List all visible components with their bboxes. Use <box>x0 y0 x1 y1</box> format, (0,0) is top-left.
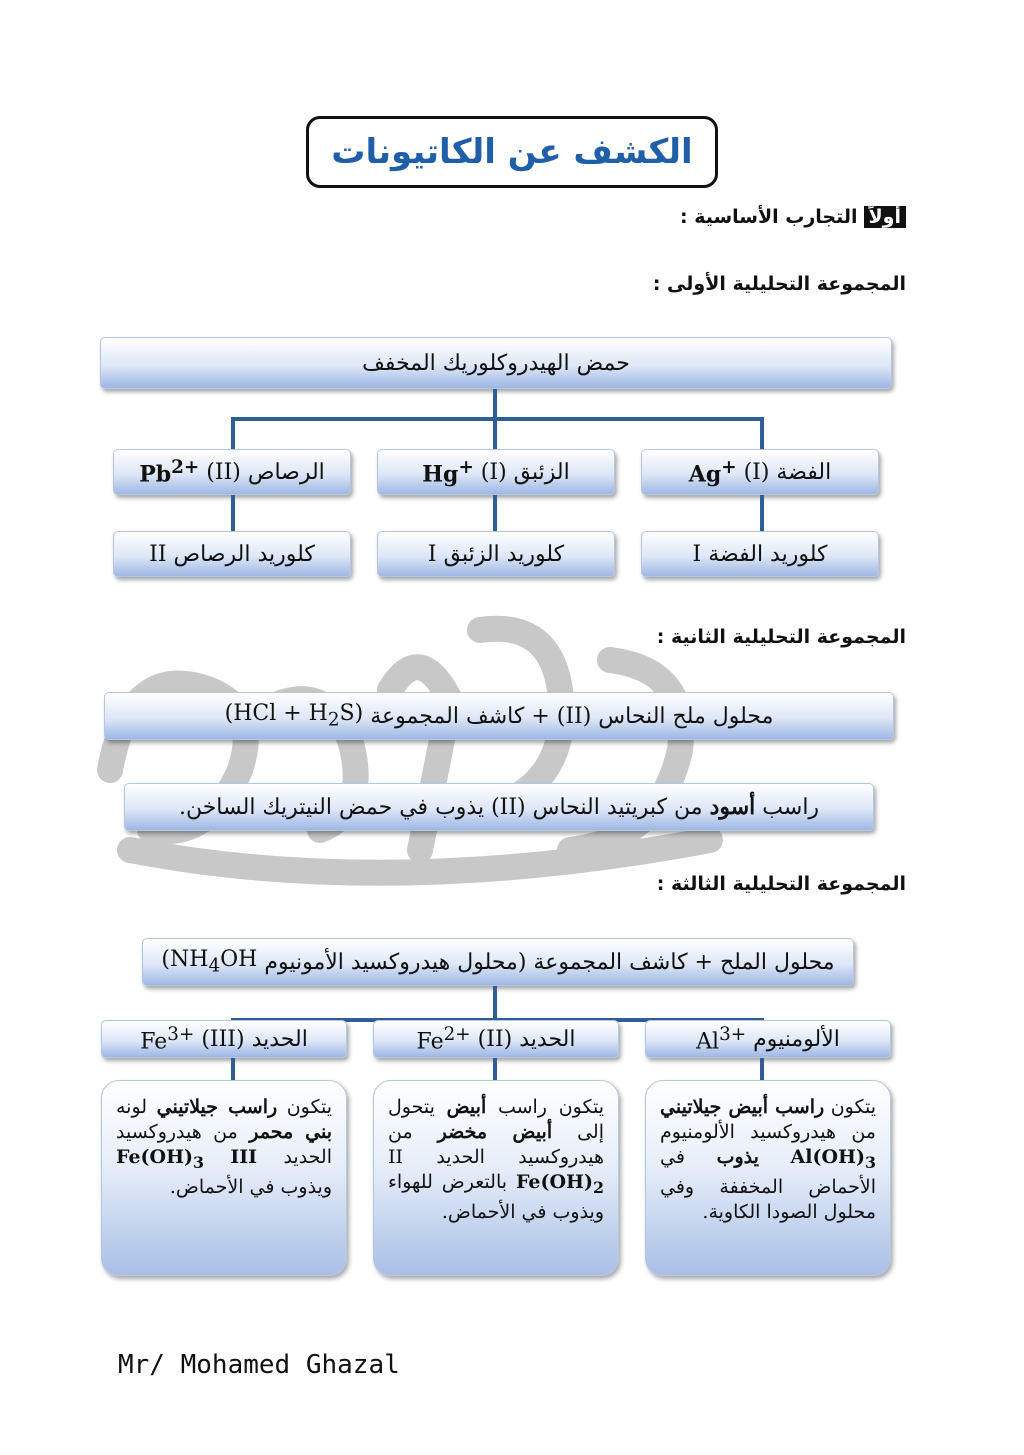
ion-box-lead <box>113 449 351 495</box>
group2-reagent-box <box>104 692 894 740</box>
section-label: التجارب الأساسية : <box>679 206 858 228</box>
card-text: في الأحماض المخففة وفي محلول الصودا الكاوية. <box>660 1146 876 1223</box>
product-box-silver <box>641 531 879 577</box>
card-text: لونه <box>116 1096 148 1118</box>
ion-ox: (I) <box>480 459 507 485</box>
product-name: كلوريد الفضة <box>708 541 828 567</box>
group1-reagent-box <box>100 337 892 389</box>
group2-result-box <box>124 783 874 831</box>
author-footer: Mr/ Mohamed Ghazal <box>118 1350 400 1380</box>
group3-formula: ($NH_4OH$ <box>161 947 258 977</box>
ion-name: الرصاص <box>247 459 325 485</box>
card-formula: $Al(OH)_3$ <box>790 1146 876 1172</box>
card-iron2 <box>373 1080 619 1276</box>
card-text: من هيدروكسيد الحديد <box>116 1121 333 1168</box>
ion-symbol: Ag+ <box>688 456 737 488</box>
card-bold: III <box>230 1146 258 1168</box>
group1-reagent: حمض الهيدروكلوريك المخفف <box>362 350 630 376</box>
ion-box-silver <box>641 449 879 495</box>
section-heading <box>680 206 906 228</box>
card-text: يتكون <box>830 1096 876 1118</box>
card-text: ويذوب في الأحماض. <box>169 1175 332 1198</box>
ion-box-iron2 <box>373 1020 619 1058</box>
card-formula: $Fe(OH)_2$ <box>515 1171 604 1197</box>
ion-name: الفضة <box>776 459 832 485</box>
card-bold: راسب جيلاتيني <box>156 1096 278 1118</box>
group2-formula: $(HCl + H_2S)$ <box>224 701 364 731</box>
card-text: من هيدروكسيد الحديد II <box>388 1121 604 1168</box>
ion-symbol: Hg+ <box>422 456 474 488</box>
group2-heading: المجموعة التحليلية الثانية : <box>656 626 906 648</box>
title-box <box>306 116 718 188</box>
connector <box>493 1058 497 1080</box>
connector <box>231 1058 235 1080</box>
ion-label: الحديد (II) <box>477 1026 576 1052</box>
product-ox: I <box>427 541 437 567</box>
product-ox: I <box>692 541 702 567</box>
ion-symbol: $Pb^{2+}$ <box>139 456 200 488</box>
connector <box>493 389 497 419</box>
card-text: يتكون <box>286 1096 332 1118</box>
card-bold: راسب أبيض جيلاتيني <box>660 1096 825 1118</box>
page-title: الكشف عن الكاتيونات <box>331 132 693 172</box>
product-ox: II <box>149 541 167 567</box>
card-formula: $Fe(OH)_3$ <box>116 1146 205 1172</box>
group3-reagent: محلول الملح + كاشف المجموعة (محلول هيدروكسيد الأمونيوم <box>264 949 835 975</box>
ion-name: الزئبق <box>513 459 570 485</box>
ion-symbol: $Al^{3+}$ <box>696 1023 747 1055</box>
card-text: يتحول إلى <box>388 1096 604 1143</box>
connector <box>760 417 764 449</box>
group2-reagent: محلول ملح النحاس (II) + كاشف المجموعة <box>370 703 774 729</box>
connector <box>493 417 497 449</box>
connector <box>231 495 235 531</box>
ion-box-mercury <box>377 449 615 495</box>
section-badge: أولاً <box>864 206 906 228</box>
connector <box>231 417 235 449</box>
group1-heading: المجموعة التحليلية الأولى : <box>652 273 906 295</box>
product-box-lead <box>113 531 351 577</box>
result-bold: أسود <box>709 794 756 820</box>
signature-watermark <box>90 600 730 900</box>
product-box-mercury <box>377 531 615 577</box>
ion-symbol: $Fe^{2+}$ <box>416 1023 471 1055</box>
ion-label: الحديد (III) <box>201 1026 308 1052</box>
ion-label: الألومنيوم <box>753 1026 840 1052</box>
connector <box>231 417 764 421</box>
card-iron3 <box>101 1080 347 1276</box>
card-text: بالتعرض للهواء ويذوب في الأحماض. <box>388 1171 604 1223</box>
connector <box>493 495 497 531</box>
connector <box>760 1058 764 1080</box>
ion-ox: (II) <box>206 459 241 485</box>
card-bold: أبيض <box>446 1096 487 1118</box>
card-bold: بني محمر <box>249 1121 332 1143</box>
ion-box-aluminium <box>645 1020 891 1058</box>
connector <box>493 986 497 1022</box>
card-aluminium <box>645 1080 891 1276</box>
connector <box>760 495 764 531</box>
group3-heading: المجموعة التحليلية الثالثة : <box>656 873 906 895</box>
ion-box-iron3 <box>101 1020 347 1058</box>
card-bold: يذوب <box>716 1146 759 1168</box>
ion-symbol: $Fe^{3+}$ <box>140 1023 195 1055</box>
result-text: راسب <box>762 794 820 820</box>
group3-reagent-box <box>142 938 854 986</box>
ion-ox: (I) <box>743 459 770 485</box>
card-bold: أبيض مخضر <box>437 1121 553 1143</box>
result-text: من كبريتيد النحاس (II) يذوب في حمض النيتريك الساخن. <box>178 794 703 820</box>
card-text: من هيدروكسيد الألومنيوم <box>660 1121 876 1143</box>
product-name: كلوريد الرصاص <box>173 541 315 567</box>
product-name: كلوريد الزئبق <box>443 541 565 567</box>
card-text: يتكون راسب <box>497 1096 604 1118</box>
